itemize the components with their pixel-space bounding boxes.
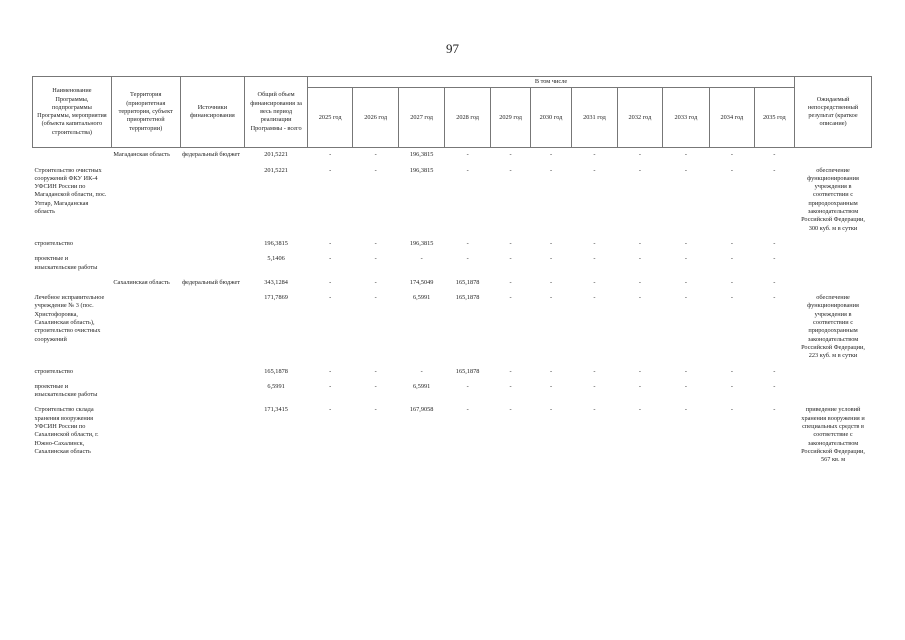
cell-year-value: - — [684, 367, 687, 375]
cell-name: строительство — [34, 367, 73, 375]
cell-year-value: - — [329, 278, 332, 286]
cell-year-value: - — [374, 406, 377, 414]
cell-result — [795, 380, 872, 404]
cell-year-value: - — [329, 367, 332, 375]
cell-year-value: - — [684, 255, 687, 263]
financing-table — [32, 76, 872, 467]
cell-year-value: - — [549, 166, 553, 174]
cell-source — [180, 291, 245, 364]
cell-total: 343,1284 — [264, 278, 288, 286]
header-year: 2026 год — [353, 88, 398, 148]
cell-name: строительство — [34, 239, 73, 247]
cell-year-value: - — [374, 367, 377, 375]
cell-territory — [111, 365, 180, 380]
cell-year-value: 196,3815 — [409, 239, 434, 247]
cell-year-value: - — [466, 255, 469, 263]
cell-year-value: - — [509, 294, 512, 302]
table-row — [33, 148, 872, 164]
cell-year-value: - — [549, 151, 553, 159]
cell-year-value: - — [730, 294, 733, 302]
cell-year-value: - — [509, 239, 512, 247]
page-number: 97 — [446, 41, 459, 56]
cell-year-value: - — [638, 278, 641, 286]
cell-year-value: - — [638, 166, 641, 174]
cell-year-value: - — [638, 255, 641, 263]
header-year: 2031 год — [571, 88, 617, 148]
cell-year-value: - — [684, 278, 687, 286]
cell-year-value: - — [466, 406, 469, 414]
cell-year-value: - — [329, 151, 332, 159]
header-year: 2032 год — [618, 88, 662, 148]
cell-year-value: - — [638, 382, 641, 390]
cell-source — [180, 380, 245, 404]
header-total: Общий объем финансирования за весь период реализации Программы - всего — [245, 77, 308, 148]
header-year: 2028 год — [445, 88, 490, 148]
header-year: 2029 год — [490, 88, 530, 148]
cell-source: федеральный бюджет — [182, 151, 241, 159]
cell-source — [180, 237, 245, 252]
cell-year-value: - — [593, 166, 596, 174]
cell-name: Лечебное исправительное учреждение № 3 (пос. Христофоровка, Сахалинская область), строительство очистных сооружений — [34, 294, 105, 343]
cell-total: 165,1878 — [264, 367, 288, 375]
cell-result — [795, 365, 872, 380]
header-name: Наименование Программы, подпрограммы Программы, мероприятия (объекта капитального строительства) — [33, 77, 112, 148]
cell-year-value: - — [593, 367, 596, 375]
cell-territory — [111, 252, 180, 276]
cell-year-value: - — [549, 406, 553, 414]
cell-year-value: - — [549, 382, 553, 390]
cell-year-value: - — [638, 367, 641, 375]
cell-year-value: - — [466, 382, 469, 390]
cell-year-value: - — [638, 294, 641, 302]
cell-territory — [111, 237, 180, 252]
cell-total: 196,3815 — [264, 239, 288, 247]
cell-year-value: - — [593, 382, 596, 390]
cell-year-value: - — [329, 382, 332, 390]
cell-total: 201,5221 — [264, 151, 288, 159]
cell-year-value: - — [549, 367, 553, 375]
cell-year-value: - — [374, 151, 377, 159]
cell-year-value: - — [593, 294, 596, 302]
header-year: 2035 год — [754, 88, 794, 148]
cell-year-value: 196,3815 — [409, 166, 434, 174]
cell-year-value: - — [374, 294, 377, 302]
cell-year-value: - — [329, 166, 332, 174]
cell-year-value: - — [684, 382, 687, 390]
cell-year-value: - — [549, 278, 553, 286]
cell-year-value: - — [420, 255, 423, 263]
cell-name: проектные и изыскательские работы — [34, 255, 98, 271]
cell-year-value: 6,5991 — [412, 382, 431, 390]
cell-year-value: - — [509, 278, 512, 286]
cell-year-value: - — [684, 166, 687, 174]
cell-year-value: - — [374, 239, 377, 247]
cell-result: обеспечение функционирования учреждения в соответствии с природоохранным законодательством Российской Федерации, 300 куб. м в сутки — [801, 166, 865, 232]
cell-year-value: - — [593, 406, 596, 414]
cell-year-value: - — [466, 166, 469, 174]
header-territory: Территория (приоритетная территория, субъект приоритетной территории) — [111, 77, 180, 148]
cell-total: 5,1406 — [267, 255, 285, 263]
cell-source — [180, 403, 245, 466]
cell-year-value: - — [593, 239, 596, 247]
cell-total: 201,5221 — [264, 166, 288, 174]
table-row — [33, 164, 872, 237]
cell-year-value: - — [329, 294, 332, 302]
table-row — [33, 403, 872, 466]
cell-year-value: - — [773, 239, 776, 247]
cell-year-value: - — [593, 255, 596, 263]
cell-year-value: 196,3815 — [409, 151, 434, 159]
cell-total: 171,3415 — [264, 406, 288, 414]
cell-year-value: - — [509, 367, 512, 375]
cell-year-value: - — [593, 278, 596, 286]
header-source: Источники финансирования — [180, 77, 245, 148]
cell-year-value: - — [466, 239, 469, 247]
cell-year-value: - — [684, 406, 687, 414]
cell-year-value: - — [773, 294, 776, 302]
cell-year-value: 165,1878 — [455, 294, 480, 302]
cell-total: 6,5991 — [267, 382, 285, 390]
cell-year-value: - — [730, 406, 733, 414]
cell-territory — [111, 380, 180, 404]
cell-year-value: - — [549, 255, 553, 263]
cell-year-value: - — [730, 239, 733, 247]
cell-year-value: - — [773, 166, 776, 174]
cell-year-value: - — [730, 166, 733, 174]
cell-result — [795, 252, 872, 276]
cell-year-value: - — [638, 406, 641, 414]
cell-year-value: - — [730, 255, 733, 263]
header-including: В том числе — [307, 77, 794, 88]
cell-result: обеспечение функционирования учреждения в соответствии с природоохранным законодательством Российской Федерации, 223 куб. м в сутки — [801, 294, 865, 360]
cell-year-value: - — [329, 255, 332, 263]
cell-year-value: - — [684, 239, 687, 247]
cell-source — [180, 252, 245, 276]
cell-name: Строительство склада хранения вооружения УФСИН России по Сахалинской области, г. Южно-Сахалинск, Сахалинская область — [34, 406, 99, 455]
cell-year-value: - — [420, 367, 423, 375]
header-result: Ожидаемый непосредственный результат (краткое описание) — [795, 77, 872, 148]
cell-year-value: - — [773, 255, 776, 263]
cell-year-value: - — [773, 406, 776, 414]
cell-name: проектные и изыскательские работы — [34, 382, 98, 399]
table-row — [33, 291, 872, 364]
cell-source: федеральный бюджет — [182, 278, 241, 286]
cell-year-value: - — [374, 166, 377, 174]
cell-year-value: - — [773, 151, 776, 159]
cell-year-value: - — [549, 239, 553, 247]
cell-year-value: - — [593, 151, 596, 159]
header-year: 2030 год — [531, 88, 571, 148]
cell-name — [33, 148, 112, 164]
cell-territory: Магаданская область — [113, 151, 171, 159]
cell-territory — [111, 291, 180, 364]
cell-year-value: 167,9058 — [409, 406, 434, 414]
cell-year-value: - — [638, 151, 641, 159]
cell-year-value: - — [773, 382, 776, 390]
cell-year-value: - — [509, 382, 512, 390]
table-row — [33, 252, 872, 276]
cell-source — [180, 365, 245, 380]
cell-year-value: 6,5991 — [412, 294, 431, 302]
cell-year-value: 165,1878 — [455, 278, 480, 286]
table-row — [33, 380, 872, 404]
cell-year-value: 174,5049 — [409, 278, 434, 286]
cell-year-value: - — [730, 278, 733, 286]
cell-year-value: - — [509, 255, 512, 263]
cell-year-value: - — [638, 239, 641, 247]
cell-result — [795, 148, 872, 164]
cell-result: приведение условий хранения вооружения и специальных средств в соответствие с законодательством Российской Федерации, 567 кв. м — [801, 406, 865, 464]
cell-total: 171,7869 — [264, 294, 288, 302]
cell-result — [795, 276, 872, 291]
cell-year-value: - — [509, 406, 512, 414]
cell-name: Строительство очистных сооружений ФКУ ИК-4 УФСИН России по Магаданской области, пос. Уптар, Магаданская область — [34, 166, 107, 216]
header-year: 2025 год — [307, 88, 352, 148]
cell-year-value: - — [730, 367, 733, 375]
header-year: 2033 год — [662, 88, 710, 148]
cell-year-value: - — [329, 239, 332, 247]
header-year: 2034 год — [710, 88, 754, 148]
cell-year-value: - — [684, 151, 687, 159]
cell-result — [795, 237, 872, 252]
cell-year-value: - — [509, 151, 512, 159]
cell-year-value: - — [509, 166, 512, 174]
cell-year-value: - — [549, 294, 553, 302]
cell-year-value: - — [329, 406, 332, 414]
table-row — [33, 237, 872, 252]
cell-year-value: - — [466, 151, 469, 159]
cell-year-value: 165,1878 — [455, 367, 480, 375]
cell-source — [180, 164, 245, 237]
cell-year-value: - — [374, 255, 377, 263]
cell-name — [33, 276, 112, 291]
table-row — [33, 365, 872, 380]
cell-territory — [111, 164, 180, 237]
cell-year-value: - — [773, 367, 776, 375]
cell-year-value: - — [773, 278, 776, 286]
header-year: 2027 год — [398, 88, 444, 148]
cell-year-value: - — [730, 151, 733, 159]
cell-territory — [111, 403, 180, 466]
cell-year-value: - — [730, 382, 733, 390]
cell-year-value: - — [684, 294, 687, 302]
cell-year-value: - — [374, 278, 377, 286]
table-row — [33, 276, 872, 291]
cell-year-value: - — [374, 382, 377, 390]
cell-territory: Сахалинская область — [113, 278, 170, 286]
